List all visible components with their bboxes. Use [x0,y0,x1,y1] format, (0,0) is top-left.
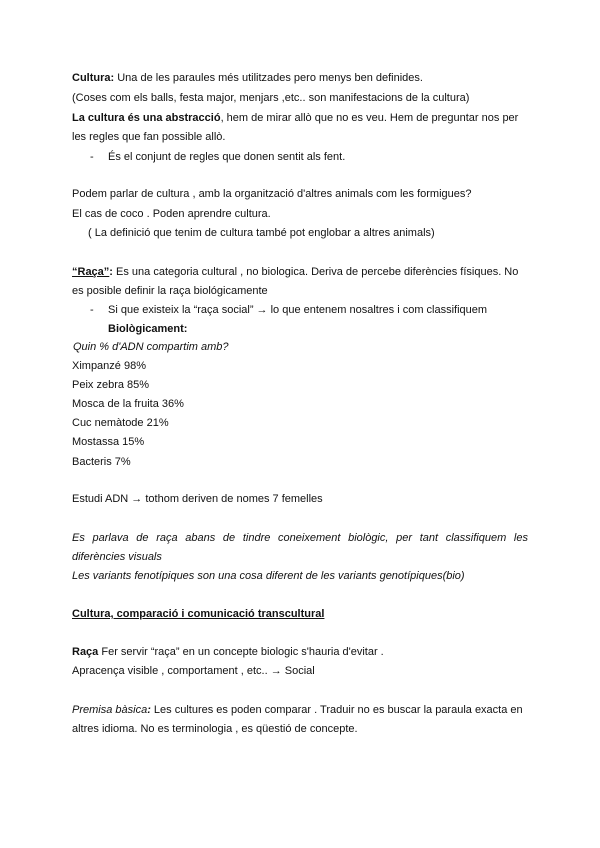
species-item: Mostassa 15% [72,436,145,448]
cultura-label: Cultura: [72,72,115,84]
raca-definition-2: es posible definir la raça biológicamente [72,285,268,297]
aparenca-social: Apracença visible , comportament , etc.. → Social [72,665,315,677]
coco-case: El cas de coco . Poden aprendre cultura. [72,208,271,220]
bullet-raca-social: Si que existeix la “raça social” → lo que entenem nosaltres i com classifiquem [108,304,488,316]
formigues-question: Podem parlar de cultura , amb la organització d'altres animals com les formigues? [72,188,472,200]
italic-raca-history: Es parlava de raça abans de tindre coneixement biològic, per tant classifiquem les [72,532,528,544]
premisa-label: Premisa bàsica [72,704,148,716]
biologicament-heading: Biològicament: [108,323,188,335]
raca-colon: : [109,266,113,278]
definicio-note: ( La definició que tenim de cultura també pot englobar a altres animals) [88,227,435,239]
cultura-examples: (Coses com els balls, festa major, menjars ,etc.. son manifestacions de la cultura) [72,92,470,104]
species-item: Bacteris 7% [72,456,131,468]
premisa-basica [72,703,523,717]
species-item: Cuc nemàtode 21% [72,417,169,429]
bullet-dash-2: - [90,304,94,316]
raca-concept [72,645,384,659]
cultura-text: Una de les paraules més utilitzades pero menys ben definides. [114,72,423,84]
adn-question: Quin % d'ADN compartim amb? [73,341,229,353]
premisa-text: Les cultures es poden comparar . Traduir no es buscar la paraula exacta en [150,704,523,716]
abstraccio-line [72,111,518,125]
bullet-dash-1: - [90,151,94,163]
bullet-conjunt-regles: És el conjunt de regles que donen sentit als fent. [108,151,346,163]
adn-study: Estudi ADN → tothom deriven de nomes 7 femelles [72,493,323,505]
species-item: Mosca de la fruita 36% [72,398,184,410]
raca-label: “Raça” [72,266,110,278]
italic-raca-history-2: diferències visuals [72,551,162,563]
raca2-text: Fer servir “raça” en un concepte biologic s'hauria d'evitar . [98,646,384,658]
raca2-label: Raça [72,646,99,658]
premisa-colon: : [147,704,151,716]
abstraccio-line-2: les regles que fan possible allò. [72,131,226,143]
premisa-basica-2: altres idioma. No es terminologia , es qüestió de concepte. [72,723,358,735]
section-heading: Cultura, comparació i comunicació transcultural [72,608,325,620]
species-item: Peix zebra 85% [72,379,150,391]
raca-text: Es una categoria cultural , no biologica. Deriva de percebe diferències físiques. No [112,266,519,278]
species-item: Ximpanzé 98% [72,360,146,372]
abstraccio-bold: La cultura és una abstracció [72,112,221,124]
raca-definition [72,265,518,279]
cultura-definition [72,71,423,85]
italic-variants: Les variants fenotípiques son una cosa diferent de les variants genotípiques(bio) [72,570,465,582]
abstraccio-text: , hem de mirar allò que no es veu. Hem de preguntar nos per [220,112,519,124]
